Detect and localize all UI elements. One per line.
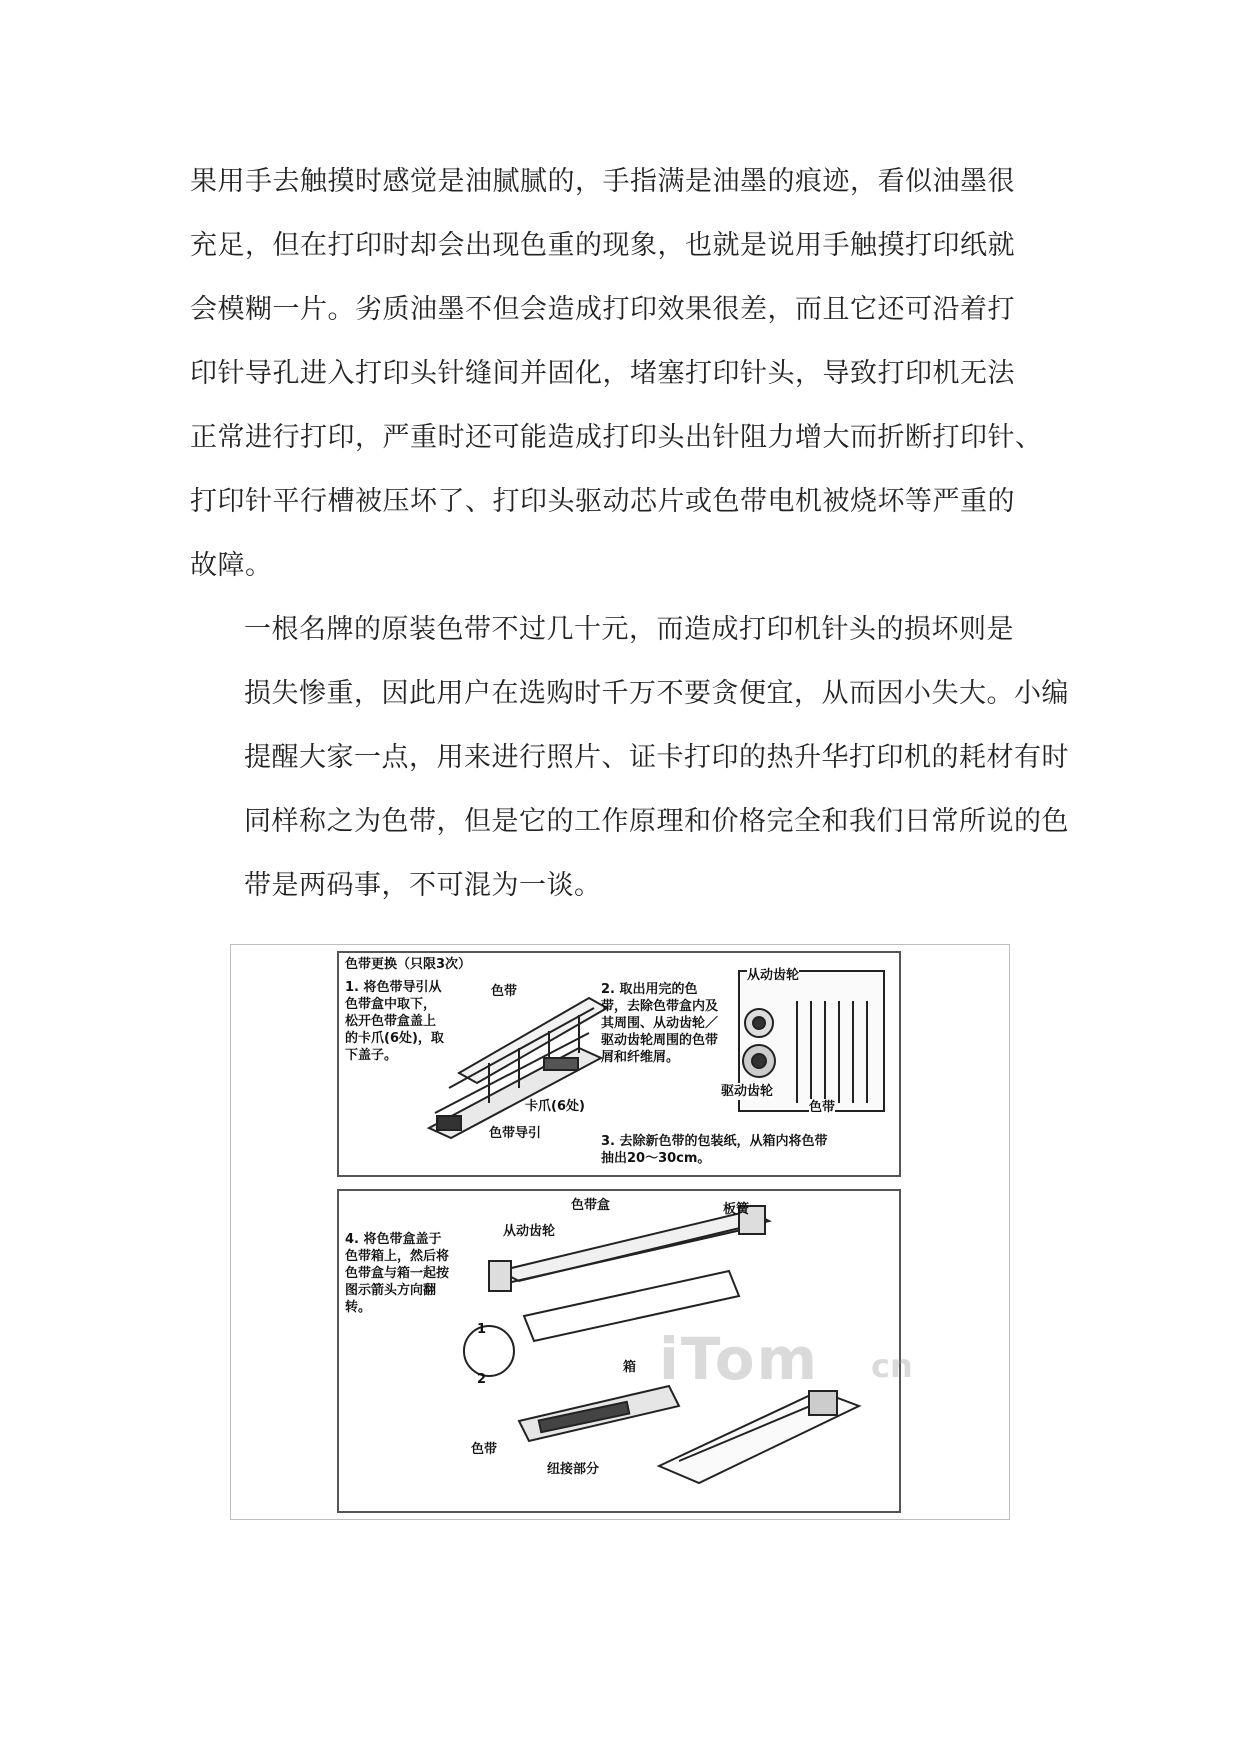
article-text	[190, 150, 1070, 918]
label-cartridge: 色带盒	[571, 1198, 611, 1213]
step-1-text: 1. 将色带导引从色带盒中取下，松开色带盒盖上的卡爪(6处)，取下盖子。	[345, 980, 444, 1063]
text-line: 一根名牌的原装色带不过几十元，而造成打印机针头的损坏则是	[244, 614, 1014, 645]
label-driven-gear-2: 从动齿轮	[503, 1224, 556, 1239]
text-line: 充足，但在打印时却会出现色重的现象，也就是说用手触摸打印纸就	[190, 230, 1015, 261]
text-line: 打印针平行槽被压坏了、打印头驱动芯片或色带电机被烧坏等严重的	[190, 486, 1015, 517]
paragraph	[190, 150, 1070, 598]
text-line: 印针导孔进入打印头针缝间并固化，堵塞打印针头，导致打印机无法	[190, 358, 1015, 389]
text-line: 带是两码事，不可混为一谈。	[244, 870, 602, 901]
label-step-2: 2	[477, 1372, 487, 1387]
text-line: 损失惨重，因此用户在选购时千万不要贪便宜，从而因小失大。小编	[244, 678, 1069, 709]
text-line: 故障。	[190, 550, 273, 581]
step-4-text: 4. 将色带盒盖于色带箱上，然后将色带盒与箱一起按图示箭头方向翻转。	[345, 1232, 450, 1315]
text-line: 同样称之为色带，但是它的工作原理和价格完全和我们日常所说的色	[244, 806, 1069, 837]
label-ribbon-2: 色带	[809, 1100, 836, 1115]
label-claw: 卡爪(6处)	[525, 1099, 585, 1114]
label-step-1: 1	[477, 1322, 487, 1337]
text-line: 果用手去触摸时感觉是油腻腻的，手指满是油墨的痕迹，看似油墨很	[190, 166, 1015, 197]
step-2-text: 2. 取出用完的色带，去除色带盒内及其周围、从动齿轮／驱动齿轮周围的色带屑和纤维屑。	[601, 982, 719, 1065]
label-box: 箱	[623, 1360, 637, 1375]
watermark-suffix: cn	[871, 1347, 913, 1385]
text-line: 正常进行打印，严重时还可能造成打印头出针阻力增大而折断打印针、	[190, 422, 1043, 453]
label-joint: 纽接部分	[547, 1462, 600, 1477]
text-line: 会模糊一片。劣质油墨不但会造成打印效果很差，而且它还可沿着打	[190, 294, 1015, 325]
ribbon-replacement-figure	[230, 944, 1010, 1520]
watermark-logo: iTom	[659, 1325, 820, 1393]
paragraph	[190, 598, 1070, 918]
label-ribbon: 色带	[491, 984, 518, 999]
label-ribbon-guide: 色带导引	[489, 1126, 542, 1141]
label-ribbon-3: 色带	[471, 1442, 498, 1457]
figure-title: 色带更换（只限3次）	[345, 957, 472, 972]
label-spring: 板簧	[723, 1202, 750, 1217]
label-driven-gear: 从动齿轮	[747, 968, 800, 983]
label-drive-gear: 驱动齿轮	[721, 1084, 774, 1099]
text-line: 提醒大家一点，用来进行照片、证卡打印的热升华打印机的耗材有时	[244, 742, 1069, 773]
step-3-text: 3. 去除新色带的包装纸，从箱内将色带抽出20～30cm。	[601, 1134, 828, 1166]
figure-top-panel	[337, 951, 901, 1177]
